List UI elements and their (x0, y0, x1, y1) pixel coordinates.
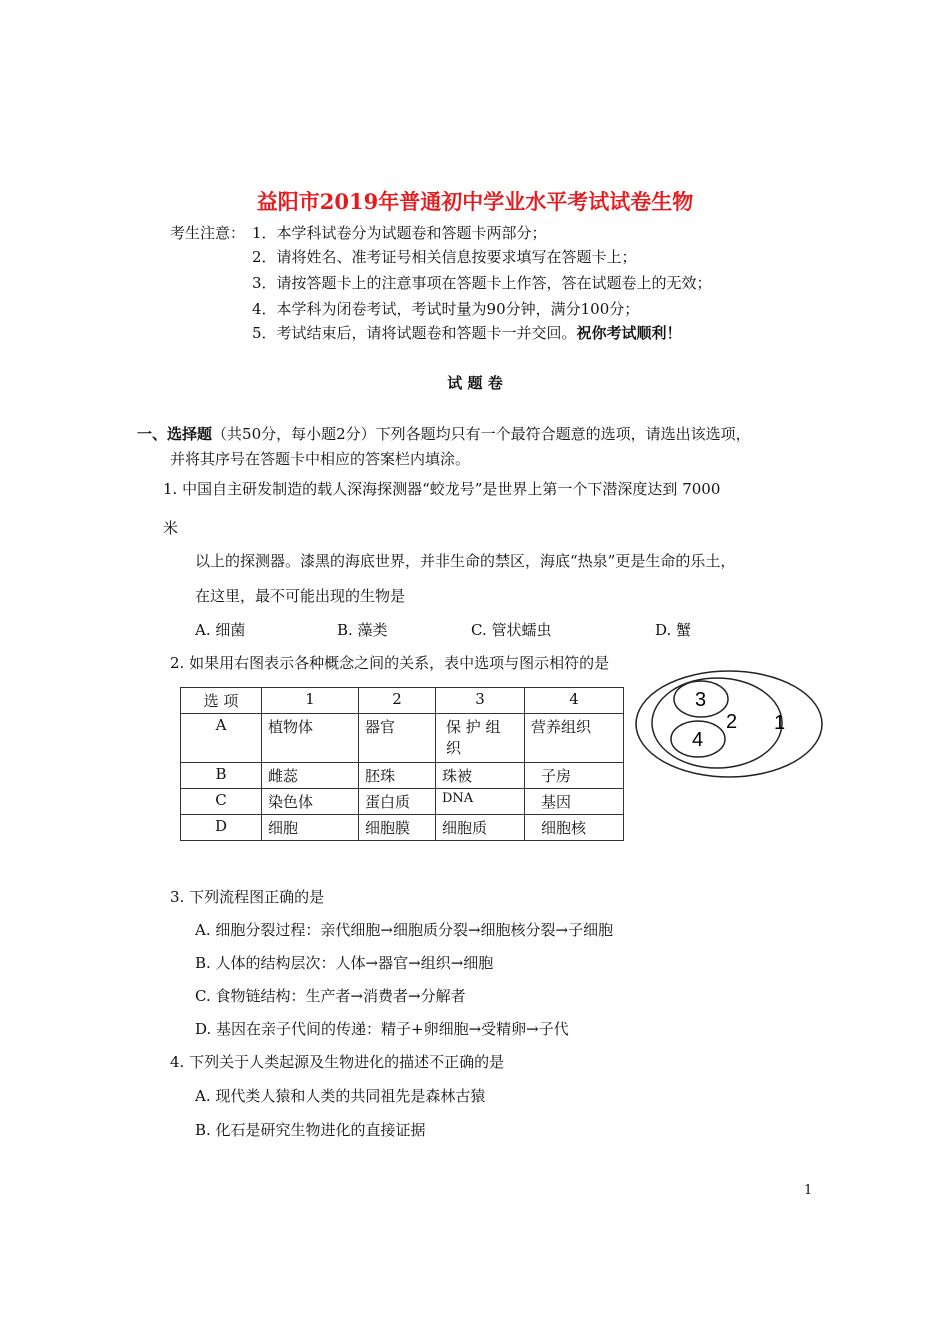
table-cell: 细胞核 (525, 815, 624, 841)
table-cell: 细胞 (262, 815, 359, 841)
table-cell: 器官 (359, 714, 436, 763)
question-1-option-d: D. 蟹 (655, 621, 692, 639)
table-row (181, 714, 624, 763)
table-cell: 细胞质 (436, 815, 525, 841)
question-2-table (180, 687, 624, 841)
exam-wish: 祝你考试顺利！ (576, 324, 682, 342)
notice-label: 考生注意： (170, 224, 246, 242)
notice-item: 4．本学科为闭卷考试，考试时量为90分钟，满分100分； (252, 300, 640, 318)
table-header-row (181, 688, 624, 714)
table-cell: 蛋白质 (359, 789, 436, 815)
venn-circle-2 (652, 678, 782, 768)
question-1-stem: 1. 中国自主研发制造的载人深海探测器“蛟龙号”是世界上第一个下潜深度达到 7000 (163, 480, 721, 498)
table-cell: 基因 (525, 789, 624, 815)
table-cell: 细胞膜 (359, 815, 436, 841)
section-prefix: 一、 (137, 425, 168, 443)
table-header-cell: 3 (436, 688, 525, 714)
question-3-stem: 3. 下列流程图正确的是 (170, 888, 325, 906)
paper-heading: 试 题 卷 (447, 374, 503, 392)
table-cell: B (181, 763, 262, 789)
venn-label-4: 4 (692, 729, 704, 751)
question-4-stem: 4. 下列关于人类起源及生物进化的描述不正确的是 (170, 1053, 505, 1071)
notice-item: 1．本学科试卷分为试题卷和答题卡两部分； (252, 224, 547, 242)
table-row (181, 815, 624, 841)
table-cell: 子房 (525, 763, 624, 789)
table-header-cell: 1 (262, 688, 359, 714)
notice-item: 2．请将姓名、准考证号相关信息按要求填写在答题卡上； (252, 248, 637, 266)
table-row (181, 763, 624, 789)
table-cell: D (181, 815, 262, 841)
section-desc-2: 并将其序号在答题卡中相应的答案栏内填涂。 (170, 450, 471, 468)
question-1-stem-wrap: 米 (163, 519, 179, 537)
table-cell: DNA (436, 789, 525, 815)
question-3-option-c: C. 食物链结构：生产者→消费者→分解者 (195, 987, 466, 1005)
table-cell: A (181, 714, 262, 763)
table-cell: 保 护 组 织 (436, 714, 525, 763)
venn-label-2: 2 (726, 711, 738, 733)
table-cell: 染色体 (262, 789, 359, 815)
table-cell: 雌蕊 (262, 763, 359, 789)
table-cell: 珠被 (436, 763, 525, 789)
table-cell: 植物体 (262, 714, 359, 763)
question-1-option-a: A. 细菌 (195, 621, 246, 639)
question-4-option-a: A. 现代类人猿和人类的共同祖先是森林古猿 (195, 1087, 486, 1105)
section-name: 选择题 (167, 425, 213, 443)
table-header-cell: 2 (359, 688, 436, 714)
venn-label-3: 3 (695, 689, 707, 711)
question-1-option-c: C. 管状蠕虫 (471, 621, 552, 639)
venn-label-1: 1 (774, 712, 786, 734)
page-number: 1 (804, 1183, 813, 1198)
notice-item: 3．请按答题卡上的注意事项在答题卡上作答，答在试题卷上的无效； (252, 274, 712, 292)
section-heading (137, 423, 751, 444)
table-cell: C (181, 789, 262, 815)
table-row (181, 789, 624, 815)
question-1-stem-3: 在这里，最不可能出现的生物是 (195, 587, 406, 605)
question-3-option-b: B. 人体的结构层次：人体→器官→组织→细胞 (195, 954, 494, 972)
notice-item-text: 5．考试结束后，请将试题卷和答题卡一并交回。 (252, 324, 577, 342)
section-desc: （共50分，每小题2分）下列各题均只有一个最符合题意的选项，请选出该选项， (212, 425, 751, 443)
table-cell: 营养组织 (525, 714, 624, 763)
notice-item (252, 322, 682, 343)
question-1-stem-2: 以上的探测器。漆黑的海底世界，并非生命的禁区，海底“热泉”更是生命的乐土， (195, 552, 736, 570)
question-4-option-b: B. 化石是研究生物进化的直接证据 (195, 1121, 426, 1139)
table-header-cell: 4 (525, 688, 624, 714)
concept-venn-diagram (634, 668, 824, 780)
question-3-option-a: A. 细胞分裂过程：亲代细胞→细胞质分裂→细胞核分裂→子细胞 (195, 921, 614, 939)
question-1-option-b: B. 藻类 (337, 621, 388, 639)
question-2-stem: 2. 如果用右图表示各种概念之间的关系，表中选项与图示相符的是 (170, 654, 610, 672)
table-cell: 胚珠 (359, 763, 436, 789)
question-3-option-d: D. 基因在亲子代间的传递：精子+卵细胞→受精卵→子代 (195, 1020, 569, 1038)
exam-title: 益阳市2019年普通初中学业水平考试试卷生物 (256, 189, 694, 214)
table-header-cell: 选 项 (181, 688, 262, 714)
